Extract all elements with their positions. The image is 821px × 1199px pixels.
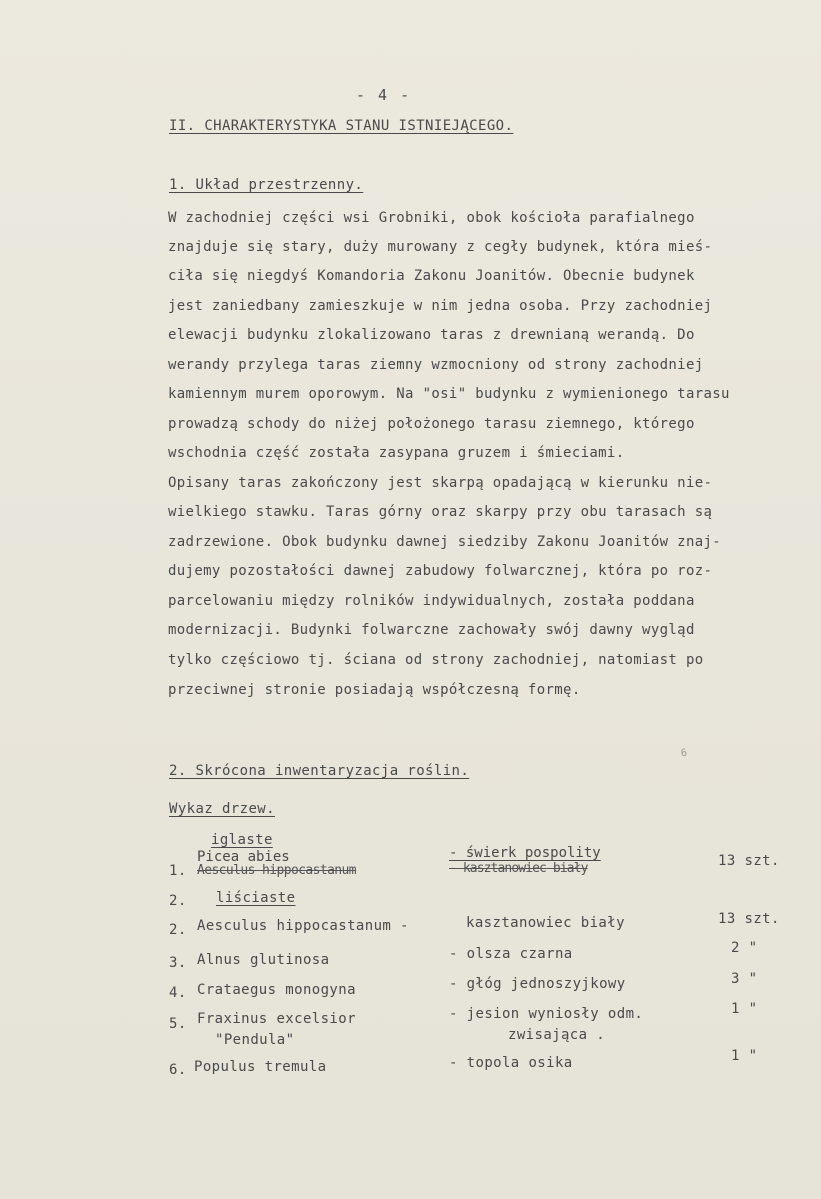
row-polish: - głóg jednoszyjkowy: [449, 976, 626, 992]
paragraph-line: wschodnia część została zasypana gruzem i śmieciami.: [168, 445, 625, 461]
paragraph-line: tylko częściowo tj. ściana od strony zachodniej, natomiast po: [168, 652, 704, 668]
row-latin-struck: Aesculus hippocastanum: [197, 863, 356, 878]
paragraph-line: prowadzą schody do niżej położonego tarasu ziemnego, którego: [168, 416, 695, 432]
row-latin: Alnus glutinosa: [197, 952, 330, 968]
row-number: 3.: [169, 955, 187, 971]
row-polish: - jesion wyniosły odm.: [449, 1006, 644, 1022]
paragraph-line: przeciwnej stronie posiadają współczesną formę.: [168, 682, 581, 698]
row-latin-cultivar: "Pendula": [215, 1032, 295, 1048]
row-number: 4.: [169, 985, 187, 1001]
row-quantity: 13 szt.: [718, 853, 780, 869]
row-number: 5.: [169, 1016, 187, 1032]
section-2-heading: 2. Skrócona inwentaryzacja roślin.: [169, 763, 470, 779]
row-latin: Aesculus hippocastanum -: [197, 918, 409, 934]
row-latin: Crataegus monogyna: [197, 982, 356, 998]
row-polish-struck: - kasztanowiec biały: [449, 861, 588, 876]
row-latin: Populus tremula: [194, 1059, 327, 1075]
paragraph-line: werandy przylega taras ziemny wzmocniony od strony zachodniej: [168, 357, 704, 373]
paragraph-line: kamiennym murem oporowym. Na "osi" budynku z wymienionego tarasu: [168, 386, 730, 402]
paragraph-line: znajduje się stary, duży murowany z cegły budynek, która mieś-: [168, 239, 713, 255]
page-number: - 4 -: [356, 86, 412, 104]
group-conifers-label: iglaste: [211, 832, 273, 848]
paragraph-line: jest zaniedbany zamieszkuje w nim jedna osoba. Przy zachodniej: [168, 298, 713, 314]
paragraph-line: Opisany taras zakończony jest skarpą opadającą w kierunku nie-: [168, 475, 713, 491]
paragraph-line: parcelowaniu między rolników indywidualnych, została poddana: [168, 593, 695, 609]
row-latin-overtyped: Picea abies: [197, 849, 290, 865]
paragraph-line: W zachodniej części wsi Grobniki, obok kościoła parafialnego: [168, 210, 695, 226]
row-number: 2.: [169, 922, 187, 938]
group-deciduous-label: liściaste: [216, 890, 296, 906]
row-quantity: 1 ": [731, 1048, 758, 1064]
row-quantity: 3 ": [731, 971, 758, 987]
paragraph-line: zadrzewione. Obok budynku dawnej siedziby Zakonu Joanitów znaj-: [168, 534, 722, 550]
row-quantity: 13 szt.: [718, 911, 780, 927]
paragraph-line: elewacji budynku zlokalizowano taras z drewnianą werandą. Do: [168, 327, 695, 343]
paragraph-line: dujemy pozostałości dawnej zabudowy folwarcznej, która po roz-: [168, 563, 713, 579]
tree-list-title: Wykaz drzew.: [169, 801, 275, 817]
row-polish: - topola osika: [449, 1055, 573, 1071]
pencil-margin-note: 6: [680, 747, 688, 760]
row-polish-overtyped: - świerk pospolity: [449, 845, 601, 861]
row-polish-cont: zwisająca .: [508, 1027, 606, 1043]
row-quantity: 2 ": [731, 940, 758, 956]
paragraph-line: wielkiego stawku. Taras górny oraz skarpy przy obu tarasach są: [168, 504, 713, 520]
paragraph-line: modernizacji. Budynki folwarczne zachowały swój dawny wygląd: [168, 622, 695, 638]
row-number: 6.: [169, 1062, 187, 1078]
section-1-heading: 1. Układ przestrzenny.: [169, 177, 364, 193]
group-number: 2.: [169, 893, 187, 909]
row-quantity: 1 ": [731, 1001, 758, 1017]
paragraph-line: ciła się niegdyś Komandoria Zakonu Joanitów. Obecnie budynek: [168, 268, 695, 284]
chapter-heading: II. CHARAKTERYSTYKA STANU ISTNIEJĄCEGO.: [169, 118, 514, 134]
row-polish: - olsza czarna: [449, 946, 573, 962]
row-polish: kasztanowiec biały: [466, 915, 625, 931]
row-number: 1.: [169, 863, 187, 879]
row-latin: Fraxinus excelsior: [197, 1011, 356, 1027]
